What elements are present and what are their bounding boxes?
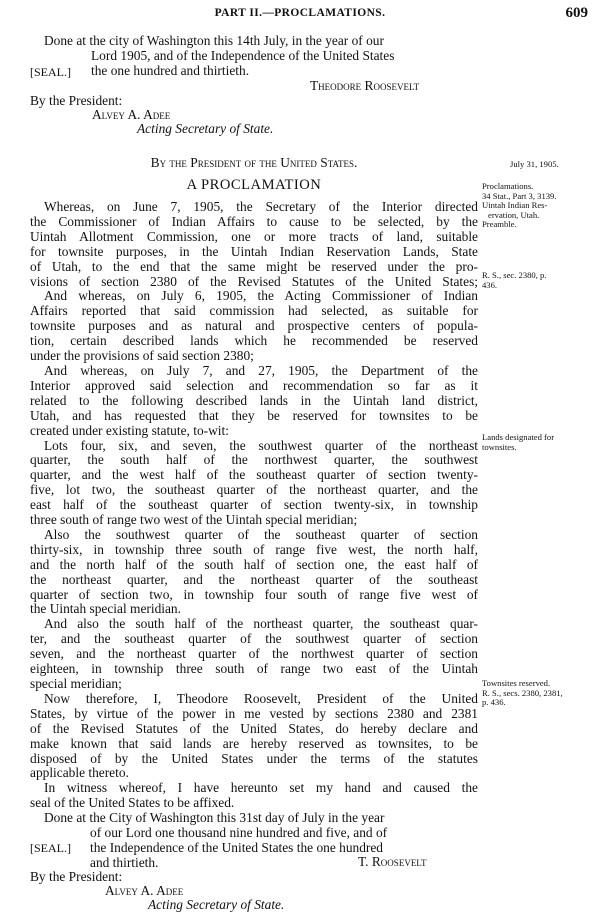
text-line: ter, and the southeast quarter of the southwest quarter of section <box>30 631 478 647</box>
sidenote-lands <box>482 433 594 452</box>
text-line: disposed of by the United States under the terms of the statutes <box>30 750 478 766</box>
text-line: quarter, the south half of the northwest quarter, the southwest <box>30 452 478 468</box>
text-line: special meridian; <box>30 676 122 691</box>
text-line: applicable thereto. <box>30 765 129 781</box>
by-the-president: By the President: <box>30 869 123 884</box>
sidenote-rs <box>482 271 594 290</box>
text-line: townsite purposes and as natural and prospective centers of popula- <box>30 318 478 334</box>
sidenote-line: 34 Stat., Part 3, 3139. <box>482 190 557 201</box>
done-line: the Independence of the United States the one hundred <box>90 839 384 855</box>
seal-mark: [SEAL.] <box>30 65 71 79</box>
text-line: seal of the United States to be affixed. <box>30 795 235 811</box>
text-line: of the Revised Statutes of the United States, do hereby declare and <box>30 720 478 736</box>
proclamation-heading: By the President of the United States. <box>150 155 358 170</box>
text-line: seven, and the northeast quarter of the northwest quarter of section <box>30 646 478 662</box>
text-line: of Utah, to the end that the same might be reserved under the pro- <box>30 258 478 274</box>
text-line: make known that said lands are hereby reserved as townsites, to be <box>30 735 478 751</box>
text-line: eighteen, in township three south of range two east of the Uintah <box>30 661 478 677</box>
text-line: created under existing statute, to-wit: <box>30 422 229 438</box>
secretary-name: Alvey A. Adee <box>92 107 171 122</box>
running-header <box>0 7 600 25</box>
sidenote-line: p. 436. <box>482 697 506 708</box>
page-number: 609 <box>565 5 588 21</box>
text-line: States, by virtue of the power in me vested by sections 2380 and 2381 <box>30 705 478 721</box>
text-line: quarter of section two, in township four south of range five west of <box>30 586 478 602</box>
done-line: of our Lord one thousand nine hundred and five, and of <box>90 824 388 840</box>
secretary-title: Acting Secretary of State. <box>148 897 285 912</box>
seal-mark: [SEAL.] <box>30 841 71 855</box>
proclamation-title: A PROCLAMATION <box>186 177 322 193</box>
text-line: In witness whereof, I have hereunto set my hand and caused the <box>44 780 478 796</box>
text-line: Now therefore, I, Theodore Roosevelt, President of the United <box>44 690 478 706</box>
text-line: the Commissioner of Indian Affairs to cause to be selected, by the <box>30 213 478 229</box>
text-line: Also the southwest quarter of the southeast quarter of section <box>44 526 478 542</box>
done-line: Done at the city of Washington this 14th July, in the year of our <box>44 33 384 48</box>
text-line: And also the south half of the northeast quarter, the southeast quar- <box>44 616 478 632</box>
by-the-president: By the President: <box>30 93 123 108</box>
text-line: Utah, and has requested that they be reserved for townsites to be <box>30 407 478 423</box>
sidenote-line: R. S., sec. 2380, p. <box>482 270 547 280</box>
prior-proclamation-close <box>30 34 478 79</box>
text-line: the northeast quarter, and the northeast quarter of the southeast <box>30 571 478 587</box>
sidenote-line: Preamble. <box>482 219 517 230</box>
text-line: And whereas, on July 7, and 27, 1905, the Department of the <box>44 362 478 378</box>
text-line: Interior approved said selection and recommendation so far as it <box>30 377 478 393</box>
text-line: Uintah Allotment Commission, one or more tracts of land, suitable <box>30 228 478 244</box>
secretary-title: Acting Secretary of State. <box>137 121 274 136</box>
signature: T. Roosevelt <box>358 854 427 869</box>
done-line: and thirtieth. <box>90 854 159 870</box>
text-line: And whereas, on July 6, 1905, the Acting Commissioner of Indian <box>44 288 478 304</box>
text-line: Lots four, six, and seven, the southwest quarter of the northeast <box>44 437 478 453</box>
text-line: Affairs reported that said commission had selected, as suitable for <box>30 303 478 319</box>
sidenote-line: Proclamations. <box>482 181 534 191</box>
sidenote-proclamations <box>482 182 594 230</box>
sidenote-line: ervation, Utah. <box>488 209 540 220</box>
proclamation-body <box>30 200 478 811</box>
running-title: PART II.—PROCLAMATIONS. <box>214 7 386 19</box>
text-line: quarter, and the west half of the southeast quarter of section twenty- <box>30 467 478 483</box>
sidenote-line: Uintah Indian Res- <box>482 200 548 211</box>
done-line: the one hundred and thirtieth. <box>91 62 250 78</box>
secretary-name: Alvey A. Adee <box>105 883 184 898</box>
text-line: related to the following described lands in the Uintah land district, <box>30 392 478 408</box>
signature: Theodore Roosevelt <box>310 78 420 93</box>
sidenote-line: townsites. <box>482 441 517 452</box>
sidenote-date: July 31, 1905. <box>510 159 559 169</box>
sidenote-line: Townsites reserved. <box>482 678 551 688</box>
text-line: thirty-six, in township three south of range five west, the north half, <box>30 541 478 557</box>
text-line: three south of range two west of the Uintah special meridian; <box>30 512 358 528</box>
done-line: Lord 1905, and of the Independence of the United States <box>91 47 395 63</box>
text-line: for townsite purposes, in the Uintah Indian Reservation Lands, State <box>30 243 478 259</box>
text-line: visions of section 2380 of the Revised Statutes of the United States; <box>30 273 478 289</box>
sidenote-line: 436. <box>482 279 498 290</box>
done-line: Done at the City of Washington this 31st day of July in the year <box>44 810 385 825</box>
text-line: east half of the southeast quarter of section twenty-six, in township <box>30 497 478 513</box>
sidenote-townsites <box>482 679 594 708</box>
text-line: Whereas, on June 7, 1905, the Secretary of the Interior directed <box>44 199 478 214</box>
text-line: the Uintah special meridian. <box>30 601 181 617</box>
text-line: tion, certain described lands which he recommended be reserved <box>30 333 478 349</box>
text-line: and the north half of the south half of section one, the east half of <box>30 556 478 572</box>
text-line: five, lot two, the southeast quarter of the northeast quarter, and the <box>30 482 478 498</box>
sidenote-line: R. S., secs. 2380, 2381, <box>482 687 563 698</box>
text-line: under the provisions of said section 2380; <box>30 348 254 364</box>
sidenote-line: Lands designated for <box>482 432 555 442</box>
